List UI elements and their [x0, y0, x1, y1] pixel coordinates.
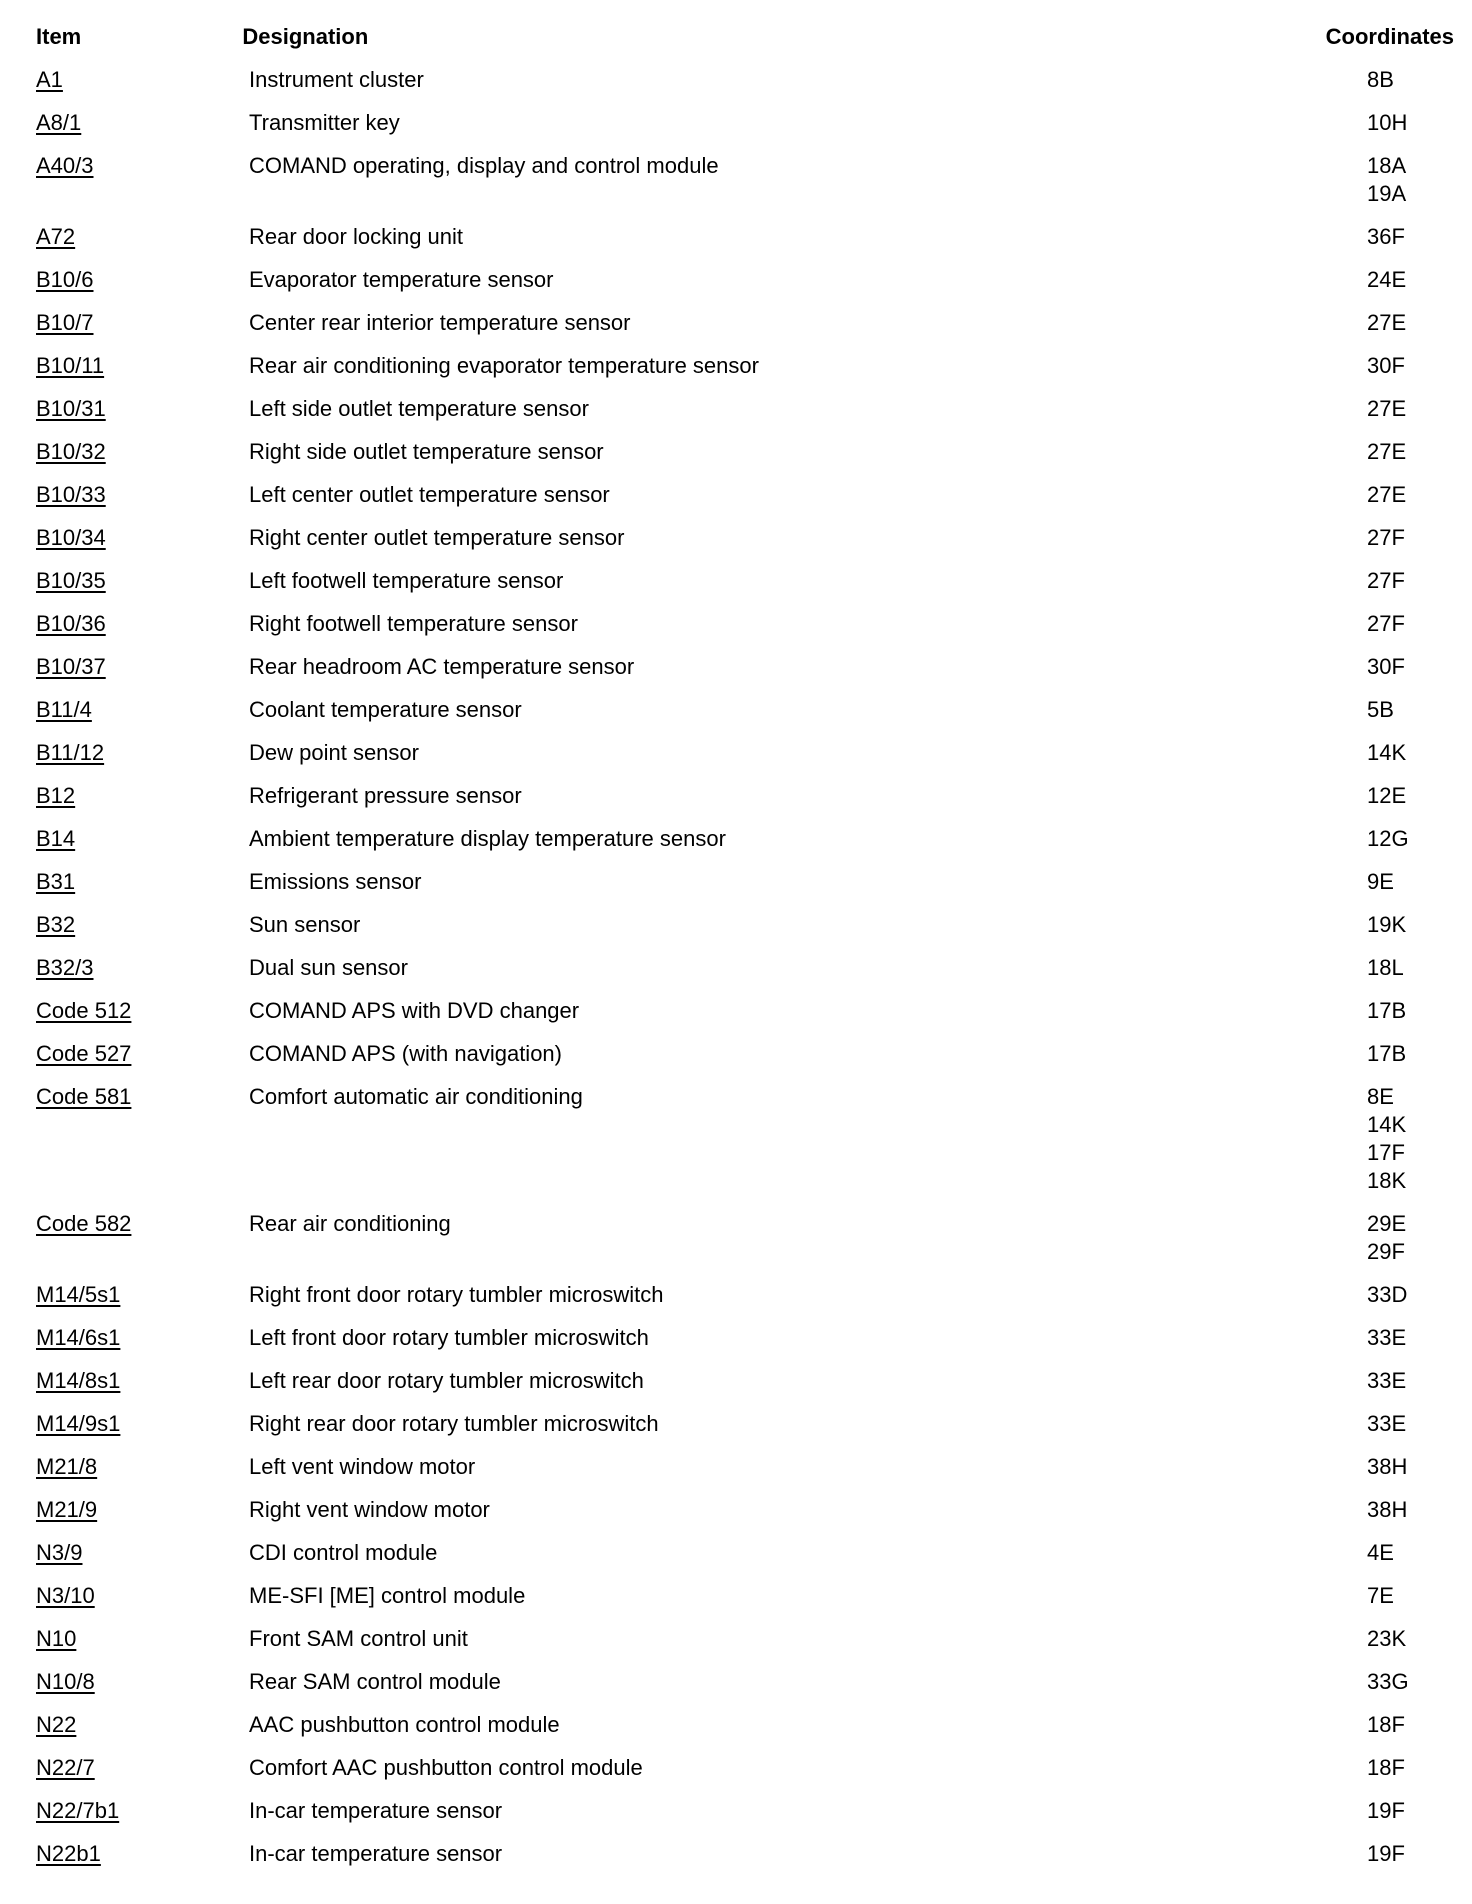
- coordinate-value: 36F: [1367, 224, 1405, 249]
- designation-cell: COMAND APS with DVD changer: [249, 998, 580, 1023]
- item-cell: [0, 438, 249, 466]
- item-link[interactable]: M14/9s1: [36, 1411, 121, 1436]
- table-row: [0, 1539, 1472, 1582]
- table-row: [0, 997, 1472, 1040]
- designation-cell: Left vent window motor: [249, 1454, 476, 1479]
- coordinate-value: 27E: [1367, 396, 1407, 421]
- designation-cell: Right side outlet temperature sensor: [249, 439, 604, 464]
- coordinate-value: 14K: [1367, 1112, 1407, 1137]
- item-link[interactable]: A72: [36, 224, 76, 249]
- item-cell: [0, 825, 249, 853]
- item-link[interactable]: Code 582: [36, 1211, 132, 1236]
- item-link[interactable]: B10/31: [36, 396, 106, 421]
- item-link[interactable]: B12: [36, 783, 76, 808]
- coordinates-cell: [1367, 653, 1472, 681]
- coordinates-cell: [1367, 1582, 1472, 1610]
- designation-cell: In-car temperature sensor: [249, 1798, 503, 1823]
- designation-cell: Rear air conditioning: [249, 1211, 451, 1236]
- item-link[interactable]: B31: [36, 869, 76, 894]
- designation-cell: Right vent window motor: [249, 1497, 490, 1522]
- item-link[interactable]: N10/8: [36, 1669, 95, 1694]
- item-cell: [0, 524, 249, 552]
- item-cell: [0, 653, 249, 681]
- table-row: [0, 911, 1472, 954]
- coordinates-cell: [1367, 1840, 1472, 1868]
- table-row: [0, 610, 1472, 653]
- item-cell: [0, 782, 249, 810]
- item-cell: [0, 1281, 249, 1309]
- item-cell: [0, 1797, 249, 1825]
- designation-cell: Center rear interior temperature sensor: [249, 310, 631, 335]
- coordinates-cell: [1367, 1210, 1472, 1266]
- coordinates-cell: [1367, 954, 1472, 982]
- designation-cell: Comfort automatic air conditioning: [249, 1084, 583, 1109]
- coordinates-cell: [1367, 1324, 1472, 1352]
- table-row: [0, 696, 1472, 739]
- designation-cell: Comfort AAC pushbutton control module: [249, 1755, 643, 1780]
- table-row: [0, 395, 1472, 438]
- coordinate-value: 33E: [1367, 1325, 1407, 1350]
- designation-cell: Right footwell temperature sensor: [249, 611, 578, 636]
- designation-cell: Evaporator temperature sensor: [249, 267, 554, 292]
- coordinate-value: 7E: [1367, 1583, 1394, 1608]
- coordinate-value: 27E: [1367, 482, 1407, 507]
- designation-cell: Right center outlet temperature sensor: [249, 525, 625, 550]
- item-link[interactable]: A40/3: [36, 153, 94, 178]
- coordinate-value: 17B: [1367, 998, 1407, 1023]
- item-link[interactable]: N3/10: [36, 1583, 95, 1608]
- table-row: [0, 653, 1472, 696]
- item-link[interactable]: B32: [36, 912, 76, 937]
- coordinates-cell: [1367, 997, 1472, 1025]
- coordinate-value: 23K: [1367, 1626, 1407, 1651]
- coordinates-cell: [1367, 1797, 1472, 1825]
- table-row: [0, 109, 1472, 152]
- table-row: [0, 223, 1472, 266]
- coordinate-value: 33E: [1367, 1368, 1407, 1393]
- item-link[interactable]: M14/6s1: [36, 1325, 121, 1350]
- coordinates-cell: [1367, 782, 1472, 810]
- item-cell: [0, 309, 249, 337]
- designation-cell: Instrument cluster: [249, 67, 424, 92]
- item-cell: [0, 152, 249, 208]
- table-row: [0, 1668, 1472, 1711]
- table-row: [0, 868, 1472, 911]
- coordinates-cell: [1367, 109, 1472, 137]
- table-row: [0, 1496, 1472, 1539]
- header-coordinates: Coordinates: [1325, 24, 1454, 49]
- table-row: [0, 782, 1472, 825]
- item-cell: [0, 696, 249, 724]
- coordinate-value: 30F: [1367, 654, 1405, 679]
- designation-cell: Dew point sensor: [249, 740, 419, 765]
- designation-cell: Emissions sensor: [249, 869, 422, 894]
- coordinate-value: 19K: [1367, 912, 1407, 937]
- item-link[interactable]: B10/11: [36, 353, 105, 378]
- coordinate-value: 19F: [1367, 1841, 1405, 1866]
- item-link[interactable]: B10/33: [36, 482, 106, 507]
- coordinates-cell: [1367, 739, 1472, 767]
- coordinates-cell: [1367, 610, 1472, 638]
- coordinate-value: 5B: [1367, 697, 1394, 722]
- item-link[interactable]: Code 512: [36, 998, 132, 1023]
- coordinate-value: 24E: [1367, 267, 1407, 292]
- header-designation: Designation: [242, 24, 369, 49]
- table-row: [0, 309, 1472, 352]
- item-cell: [0, 266, 249, 294]
- coordinates-cell: [1367, 438, 1472, 466]
- item-link[interactable]: M14/8s1: [36, 1368, 121, 1393]
- table-row: [0, 954, 1472, 997]
- table-row: [0, 1797, 1472, 1840]
- coordinates-cell: [1367, 223, 1472, 251]
- coordinate-value: 18A: [1367, 153, 1407, 178]
- coordinates-cell: [1367, 481, 1472, 509]
- item-cell: [0, 997, 249, 1025]
- designation-cell: Refrigerant pressure sensor: [249, 783, 522, 808]
- designation-cell: Ambient temperature display temperature sensor: [249, 826, 726, 851]
- coordinates-cell: [1367, 66, 1472, 94]
- designation-cell: Rear SAM control module: [249, 1669, 501, 1694]
- item-cell: [0, 395, 249, 423]
- coordinates-cell: [1367, 1711, 1472, 1739]
- item-cell: [0, 223, 249, 251]
- coordinate-value: 27F: [1367, 611, 1405, 636]
- designation-cell: Dual sun sensor: [249, 955, 408, 980]
- designation-cell: COMAND operating, display and control module: [249, 153, 719, 178]
- designation-cell: Left side outlet temperature sensor: [249, 396, 589, 421]
- item-link[interactable]: B10/37: [36, 654, 106, 679]
- coordinates-cell: [1367, 911, 1472, 939]
- item-cell: [0, 1324, 249, 1352]
- table-row: [0, 1711, 1472, 1754]
- item-link[interactable]: B14: [36, 826, 76, 851]
- coordinate-value: 18L: [1367, 955, 1404, 980]
- item-link[interactable]: A8/1: [36, 110, 82, 135]
- item-link[interactable]: N10: [36, 1626, 77, 1651]
- designation-cell: Sun sensor: [249, 912, 361, 937]
- coordinate-value: 38H: [1367, 1497, 1408, 1522]
- item-cell: [0, 1625, 249, 1653]
- coordinate-value: 17F: [1367, 1140, 1405, 1165]
- coordinate-value: 9E: [1367, 869, 1394, 894]
- item-link[interactable]: A1: [36, 67, 63, 92]
- designation-cell: Rear door locking unit: [249, 224, 464, 249]
- item-link[interactable]: B10/34: [36, 525, 106, 550]
- coordinates-cell: [1367, 825, 1472, 853]
- table-row: [0, 152, 1472, 223]
- table-row: [0, 481, 1472, 524]
- item-cell: [0, 1582, 249, 1610]
- table-row: [0, 66, 1472, 109]
- designation-cell: Front SAM control unit: [249, 1626, 468, 1651]
- designation-cell: Coolant temperature sensor: [249, 697, 522, 722]
- item-link[interactable]: M14/5s1: [36, 1282, 121, 1307]
- designation-cell: Rear air conditioning evaporator temperature sensor: [249, 353, 759, 378]
- item-cell: [0, 1453, 249, 1481]
- designation-cell: Left center outlet temperature sensor: [249, 482, 610, 507]
- coordinates-cell: [1367, 309, 1472, 337]
- coordinate-value: 33G: [1367, 1669, 1409, 1694]
- coordinate-value: 12E: [1367, 783, 1407, 808]
- coordinate-value: 14K: [1367, 740, 1407, 765]
- item-link[interactable]: B10/35: [36, 568, 106, 593]
- item-link[interactable]: N22b1: [36, 1841, 101, 1866]
- item-link[interactable]: N22/7: [36, 1755, 95, 1780]
- coordinate-value: 19F: [1367, 1798, 1405, 1823]
- table-row: [0, 825, 1472, 868]
- item-cell: [0, 567, 249, 595]
- coordinates-cell: [1367, 1453, 1472, 1481]
- item-link[interactable]: Code 527: [36, 1041, 132, 1066]
- item-cell: [0, 739, 249, 767]
- designation-cell: Right rear door rotary tumbler microswitch: [249, 1411, 659, 1436]
- coordinate-value: 27E: [1367, 310, 1407, 335]
- item-cell: [0, 1496, 249, 1524]
- item-link[interactable]: B10/7: [36, 310, 94, 335]
- designation-cell: ME-SFI [ME] control module: [249, 1583, 526, 1608]
- item-link[interactable]: M21/9: [36, 1497, 98, 1522]
- coordinate-value: 12G: [1367, 826, 1409, 851]
- item-link[interactable]: B10/36: [36, 611, 106, 636]
- item-cell: [0, 1410, 249, 1438]
- table-row: [0, 1754, 1472, 1797]
- table-row: [0, 567, 1472, 610]
- designation-cell: Left front door rotary tumbler microswitch: [249, 1325, 649, 1350]
- table-row: [0, 1210, 1472, 1281]
- table-row: [0, 1410, 1472, 1453]
- coordinate-value: 19A: [1367, 181, 1407, 206]
- table-row: [0, 1840, 1472, 1883]
- coordinates-cell: [1367, 352, 1472, 380]
- table-row: [0, 739, 1472, 782]
- item-cell: [0, 954, 249, 982]
- table-row: [0, 438, 1472, 481]
- coordinate-value: 27E: [1367, 439, 1407, 464]
- table-row: [0, 1083, 1472, 1210]
- item-cell: [0, 352, 249, 380]
- coordinate-value: 10H: [1367, 110, 1408, 135]
- item-link[interactable]: N22: [36, 1712, 77, 1737]
- coordinates-cell: [1367, 1539, 1472, 1567]
- designation-cell: In-car temperature sensor: [249, 1841, 503, 1866]
- coordinates-cell: [1367, 266, 1472, 294]
- coordinate-value: 30F: [1367, 353, 1405, 378]
- item-link[interactable]: B11/4: [36, 697, 92, 722]
- item-link[interactable]: N3/9: [36, 1540, 83, 1565]
- designation-cell: Transmitter key: [249, 110, 400, 135]
- table-row: [0, 1281, 1472, 1324]
- item-cell: [0, 66, 249, 94]
- coordinates-cell: [1367, 524, 1472, 552]
- coordinates-cell: [1367, 1281, 1472, 1309]
- coordinate-value: 18K: [1367, 1168, 1407, 1193]
- coordinate-value: 27F: [1367, 525, 1405, 550]
- item-cell: [0, 1754, 249, 1782]
- item-link[interactable]: B11/12: [36, 740, 105, 765]
- designation-cell: CDI control module: [249, 1540, 438, 1565]
- item-link[interactable]: B32/3: [36, 955, 94, 980]
- item-cell: [0, 868, 249, 896]
- coordinate-value: 4E: [1367, 1540, 1394, 1565]
- designation-cell: Left footwell temperature sensor: [249, 568, 564, 593]
- item-cell: [0, 1040, 249, 1068]
- coordinate-value: 8E: [1367, 1084, 1394, 1109]
- designation-cell: COMAND APS (with navigation): [249, 1041, 562, 1066]
- coordinate-value: 17B: [1367, 1041, 1407, 1066]
- item-cell: [0, 1083, 249, 1195]
- coordinate-value: 8B: [1367, 67, 1394, 92]
- coordinates-cell: [1367, 1083, 1472, 1195]
- item-link[interactable]: N22/7b1: [36, 1798, 120, 1823]
- table-row: [0, 1582, 1472, 1625]
- coordinate-value: 33E: [1367, 1411, 1407, 1436]
- coordinates-cell: [1367, 1367, 1472, 1395]
- coordinates-cell: [1367, 1040, 1472, 1068]
- item-cell: [0, 1711, 249, 1739]
- coordinates-cell: [1367, 152, 1472, 208]
- item-link[interactable]: B10/32: [36, 439, 106, 464]
- table-row: [0, 524, 1472, 567]
- component-table: [0, 23, 1472, 1883]
- table-row: [0, 1625, 1472, 1668]
- coordinates-cell: [1367, 1754, 1472, 1782]
- designation-cell: Left rear door rotary tumbler microswitch: [249, 1368, 644, 1393]
- designation-cell: AAC pushbutton control module: [249, 1712, 560, 1737]
- coordinates-cell: [1367, 567, 1472, 595]
- table-row: [0, 1453, 1472, 1496]
- coordinate-value: 33D: [1367, 1282, 1408, 1307]
- coordinate-value: 27F: [1367, 568, 1405, 593]
- item-cell: [0, 1840, 249, 1868]
- item-cell: [0, 109, 249, 137]
- coordinate-value: 38H: [1367, 1454, 1408, 1479]
- coordinates-cell: [1367, 868, 1472, 896]
- coordinate-value: 29F: [1367, 1239, 1405, 1264]
- item-cell: [0, 1539, 249, 1567]
- coordinates-cell: [1367, 1410, 1472, 1438]
- designation-cell: Rear headroom AC temperature sensor: [249, 654, 635, 679]
- coordinate-value: 18F: [1367, 1755, 1405, 1780]
- designation-cell: Right front door rotary tumbler microswitch: [249, 1282, 664, 1307]
- coordinate-value: 29E: [1367, 1211, 1407, 1236]
- table-body: [0, 66, 1472, 1883]
- item-cell: [0, 1367, 249, 1395]
- coordinates-cell: [1367, 395, 1472, 423]
- item-cell: [0, 481, 249, 509]
- table-header: [0, 23, 1472, 66]
- item-cell: [0, 610, 249, 638]
- table-row: [0, 1040, 1472, 1083]
- coordinates-cell: [1367, 1496, 1472, 1524]
- item-cell: [0, 1668, 249, 1696]
- item-cell: [0, 911, 249, 939]
- coordinates-cell: [1367, 1668, 1472, 1696]
- coordinates-cell: [1367, 1625, 1472, 1653]
- table-row: [0, 1367, 1472, 1410]
- coordinate-value: 18F: [1367, 1712, 1405, 1737]
- table-row: [0, 1324, 1472, 1367]
- item-link[interactable]: Code 581: [36, 1084, 132, 1109]
- table-row: [0, 266, 1472, 309]
- item-cell: [0, 1210, 249, 1266]
- item-link[interactable]: M21/8: [36, 1454, 98, 1479]
- coordinates-cell: [1367, 696, 1472, 724]
- table-row: [0, 352, 1472, 395]
- header-item: Item: [36, 24, 82, 49]
- item-link[interactable]: B10/6: [36, 267, 94, 292]
